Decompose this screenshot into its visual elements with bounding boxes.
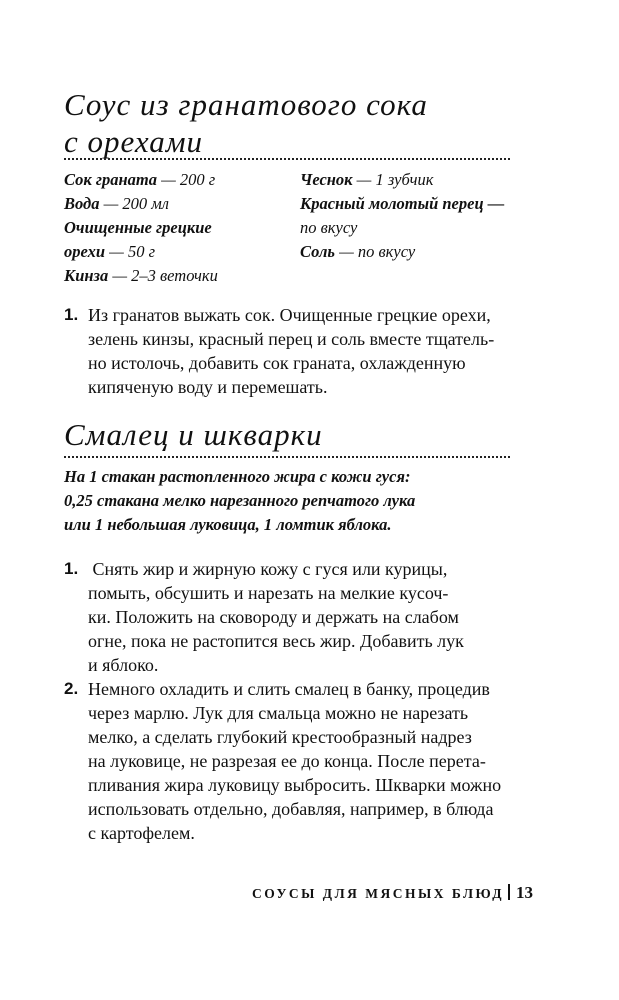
step-text-line: Снять жир и жирную кожу с гуся или курицы, — [88, 559, 448, 579]
step-number: 1. — [64, 559, 79, 578]
dotted-divider — [64, 456, 510, 458]
step-text-line: огне, пока не растопится весь жир. Добавить лук — [88, 631, 464, 651]
recipe-2-steps — [64, 557, 524, 845]
step-text-line: кипяченую воду и перемешать. — [88, 377, 328, 397]
step-text-line: помыть, обсушить и нарезать на мелкие кусоч- — [88, 583, 449, 603]
recipe-step — [64, 557, 524, 677]
ingredients-left-column — [64, 168, 218, 288]
step-text-line: Из гранатов выжать сок. Очищенные грецкие орехи, — [88, 305, 491, 325]
ingredient-item: Сок граната — 200 г — [64, 170, 216, 189]
step-number: 2. — [64, 679, 79, 698]
recipe-1-title — [64, 86, 428, 160]
recipe-step — [64, 303, 524, 399]
ingredient-item: Соль — по вкусу — [300, 242, 416, 261]
recipe-step — [64, 677, 524, 845]
step-text-line: зелень кинзы, красный перец и соль вместе тщатель- — [88, 329, 495, 349]
ingredient-item: орехи — 50 г — [64, 242, 156, 261]
step-text-line: и яблоко. — [88, 655, 159, 675]
step-text-line: с картофелем. — [88, 823, 195, 843]
intro-line: 0,25 стакана мелко нарезанного репчатого лука — [64, 491, 416, 510]
recipe-2-intro — [64, 465, 415, 537]
step-text-line: мелко, а сделать глубокий крестообразный надрез — [88, 727, 472, 747]
step-text-line: но истолочь, добавить сок граната, охлажденную — [88, 353, 466, 373]
footer-divider — [508, 884, 510, 900]
ingredient-item: по вкусу — [300, 218, 358, 237]
step-text-line: через марлю. Лук для смальца можно не нарезать — [88, 703, 469, 723]
step-text-line: ки. Положить на сковороду и держать на слабом — [88, 607, 459, 627]
ingredient-item: Красный молотый перец — — [300, 194, 505, 213]
ingredients-right-column — [300, 168, 504, 264]
running-header: СОУСЫ ДЛЯ МЯСНЫХ БЛЮД — [252, 886, 504, 901]
page-number: 13 — [516, 883, 533, 902]
intro-line: На 1 стакан растопленного жира с кожи гуся: — [64, 467, 411, 486]
recipe-1-title-line: Соус из гранатового сока — [64, 87, 428, 122]
ingredient-item: Чеснок — 1 зубчик — [300, 170, 434, 189]
recipe-1-title-line: с орехами — [64, 124, 203, 159]
recipe-2-title: Смалец и шкварки — [64, 417, 323, 452]
dotted-divider — [64, 158, 510, 160]
step-text-line: на луковице, не разрезая ее до конца. После перета- — [88, 751, 486, 771]
intro-line: или 1 небольшая луковица, 1 ломтик яблока. — [64, 515, 392, 534]
step-text-line: пливания жира луковицу выбросить. Шкварки можно — [88, 775, 502, 795]
step-number: 1. — [64, 305, 79, 324]
page-footer — [200, 883, 533, 903]
step-text-line: Немного охладить и слить смалец в банку, процедив — [88, 679, 490, 699]
ingredient-item: Очищенные грецкие — [64, 218, 212, 237]
step-text-line: использовать отдельно, добавляя, например, в блюда — [88, 799, 494, 819]
recipe-1-steps — [64, 303, 524, 399]
ingredient-item: Вода — 200 мл — [64, 194, 170, 213]
ingredient-item: Кинза — 2–3 веточки — [64, 266, 218, 285]
